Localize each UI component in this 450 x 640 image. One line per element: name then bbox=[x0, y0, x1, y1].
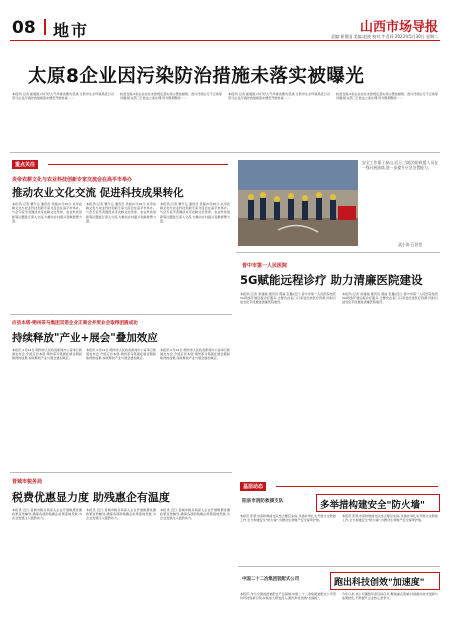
page-header bbox=[0, 0, 450, 44]
focus-story1-kicker: 炎帝农耕文化与农业科技创新专家交流会在高平市举办 bbox=[12, 177, 133, 183]
focus-story2-divider bbox=[10, 314, 232, 315]
right-column-divider bbox=[236, 252, 440, 253]
lead-headline: 太原8企业因污染防治措施未落实被曝光 bbox=[28, 66, 365, 87]
grassroots-story1-kicker: 阳泉市消防救援支队 bbox=[242, 499, 284, 504]
tax-body-b: 本报讯 近日,晋城市税务局深入企业开展税费优惠政策宣传辅导,确保各项助残惠企政策落地见效,为企业发展注入强劲动力。 bbox=[86, 508, 156, 521]
grassroots-story2-kicker: 中国二十二冶集团装配式公司 bbox=[242, 577, 300, 582]
tax-body-c: 本报讯 近日,晋城市税务局深入企业开展税费优惠政策宣传辅导,确保各项助残惠企政策落地见效,为企业发展注入强劲动力。 bbox=[160, 508, 230, 521]
focus-photo-credit: 武小涛 石晋堂 bbox=[398, 242, 422, 247]
grassroots-story2-headline: 跑出科技创效"加速度" bbox=[334, 578, 425, 588]
grassroots-story1-body-a: 本报讯 阳泉市消防救援支队结合辖区实际,多措并举扎实开展火灾防控工作,全力构建安全"防火墙",为群众生命财产安全保驾护航。 bbox=[240, 514, 336, 523]
editor-line: 责编:崔建国 美编:赵波 校对:牛君莉 2023年5月30日 星期二 bbox=[331, 34, 438, 39]
tax-body-a: 本报讯 近日,晋城市税务局深入企业开展税费优惠政策宣传辅导,确保各项助残惠企政策落地见效,为企业发展注入强劲动力。 bbox=[12, 508, 82, 521]
story-5g-kicker: 晋中市第一人民医院 bbox=[242, 263, 288, 269]
header-rule bbox=[10, 40, 440, 41]
story-5g-body-b: 本报讯(记者 常建瑞 通讯员 郭丽 张璐)近日,晋中市第一人民医院依托5G网络开展远程诊疗服务,让群众在家门口享受优质医疗资源,同时以信息化手段推进清廉医院建设。 bbox=[342, 292, 438, 305]
focus-story2-body-a: 本报讯 5月24日,朔州市人民政府新闻办公室举行新闻发布会,介绍应县本塔·朔州茶马集团在展会期间取得的成果,持续释放产业与展会叠加效应。 bbox=[12, 348, 82, 361]
focus-story1-headline: 推动农业文化交流 促进科技成果转化 bbox=[12, 187, 184, 199]
grassroots-divider bbox=[238, 566, 440, 567]
focus-story1-body-a: 本报讯(记者 曹升岳 通讯员 吴娟)5月26日,炎帝农耕文化与农业科技创新专家交流会在高平市举办。与会专家学者围绕炎帝农耕文化传承、农业科技创新等议题进行深入交流,为推动乡村振兴贡献智慧力量。 bbox=[12, 202, 82, 223]
focus-story1-body-c: 本报讯(记者 曹升岳 通讯员 吴娟)5月26日,炎帝农耕文化与农业科技创新专家交流会在高平市举办。与会专家学者围绕炎帝农耕文化传承、农业科技创新等议题进行深入交流,为推动乡村振兴贡献智慧力量。 bbox=[160, 202, 230, 223]
focus-photo-text: 安全工作重于泰山,近日,当地消防救援人员在一线开展演练,进一步提升应急处置能力。 bbox=[362, 160, 438, 170]
focus-story2-kicker: 应县本塔·朔州茶马集团双语企业正商会并贸业会取得团圆成功 bbox=[12, 321, 138, 326]
focus-story1-body-b: 本报讯(记者 曹升岳 通讯员 吴娟)5月26日,炎帝农耕文化与农业科技创新专家交流会在高平市举办。与会专家学者围绕炎帝农耕文化传承、农业科技创新等议题进行深入交流,为推动乡村振兴贡献智慧力量。 bbox=[86, 202, 156, 223]
grassroots-story1-headline: 多举措构建安全"防火墙" bbox=[320, 500, 425, 511]
lead-divider bbox=[10, 152, 440, 153]
grassroots-side-note: 今年以来,该公司围绕年度目标任务,聚焦重点领域,持续推动技术创新与成果转化,不断提升企业核心竞争力。 bbox=[342, 592, 438, 601]
grassroots-story2-body-a: 本报讯 作为全国首批装配式产业基地,中国二十二冶集团装配式公司坚持科技创新引领,持续加大研发投入,跑出科技创效"加速度"。 bbox=[240, 592, 336, 601]
focus-section-bar bbox=[48, 164, 228, 165]
focus-story2-body-c: 本报讯 5月24日,朔州市人民政府新闻办公室举行新闻发布会,介绍应县本塔·朔州茶马集团在展会期间取得的成果,持续释放产业与展会叠加效应。 bbox=[160, 348, 230, 361]
lead-body-col3: 本报讯(记者 崔建国)为打好大气环境治理攻坚战,太原市生态环境局近日对部分企业污染防治措施落实情况开展检查…… bbox=[228, 92, 330, 101]
grassroots-section-bar bbox=[276, 486, 438, 487]
grassroots-story1-body-b: 本报讯 阳泉市消防救援支队结合辖区实际,多措并举扎实开展火灾防控工作,全力构建安全"防火墙",为群众生命财产安全保驾护航。 bbox=[342, 514, 438, 523]
tax-headline: 税费优惠显力度 助残惠企有温度 bbox=[12, 491, 170, 504]
tax-divider bbox=[10, 472, 232, 473]
firefighters-drill-image bbox=[238, 160, 358, 246]
story-5g-headline: 5G赋能远程诊疗 助力清廉医院建设 bbox=[240, 273, 423, 287]
page-number-divider bbox=[44, 19, 46, 35]
focus-story2-headline: 持续释放"产业+展会"叠加效应 bbox=[12, 332, 158, 344]
lead-body-col4: 检查发现,8家企业存在未按规定落实扬尘管控措施、治污设施运行不正常等问题,相关部门已依法立案处理,责令限期整改…… bbox=[336, 92, 438, 101]
section-name: 地市 bbox=[53, 21, 90, 40]
lead-body-col2: 检查发现,8家企业存在未按规定落实扬尘管控措施、治污设施运行不正常等问题,相关部门已依法立案处理,责令限期整改…… bbox=[120, 92, 222, 101]
focus-photo bbox=[238, 160, 358, 246]
page-number: 08 bbox=[12, 18, 36, 38]
story-5g-body-a: 本报讯(记者 常建瑞 通讯员 郭丽 张璐)近日,晋中市第一人民医院依托5G网络开展远程诊疗服务,让群众在家门口享受优质医疗资源,同时以信息化手段推进清廉医院建设。 bbox=[240, 292, 336, 305]
focus-story2-body-b: 本报讯 5月24日,朔州市人民政府新闻办公室举行新闻发布会,介绍应县本塔·朔州茶马集团在展会期间取得的成果,持续释放产业与展会叠加效应。 bbox=[86, 348, 156, 361]
lead-body-col1: 本报讯(记者 崔建国)为打好大气环境治理攻坚战,太原市生态环境局近日对部分企业污染防治措施落实情况开展检查…… bbox=[12, 92, 114, 101]
tax-kicker: 晋城市税务局 bbox=[12, 479, 43, 485]
grassroots-section-tag: 基层动态 bbox=[240, 482, 266, 491]
paper-name: 山西市场导报 bbox=[359, 20, 438, 35]
focus-section-tag: 重点关注 bbox=[12, 160, 38, 169]
